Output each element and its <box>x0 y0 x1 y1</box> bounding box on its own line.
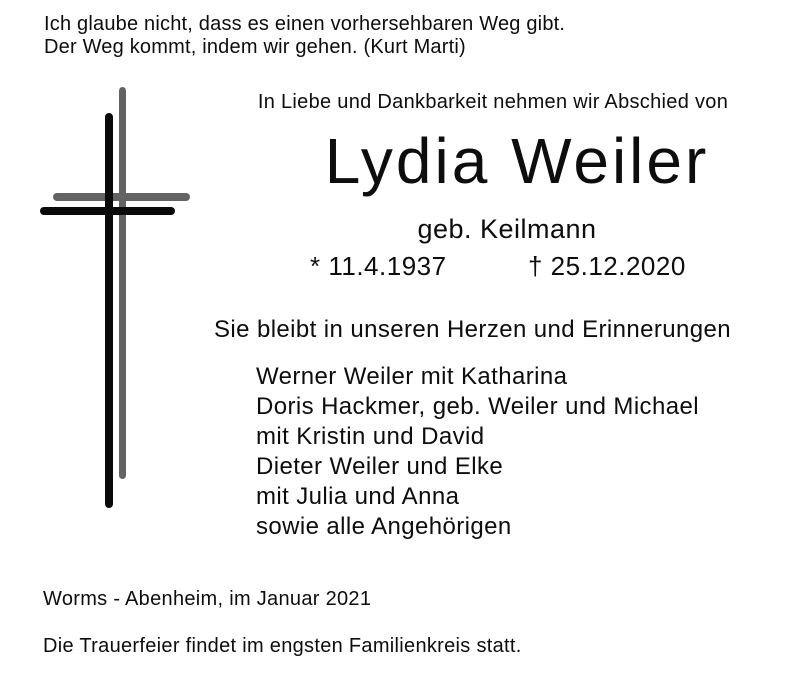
cross-front-horizontal-bar <box>40 207 175 215</box>
mourner-line: Werner Weiler mit Katharina <box>256 363 568 390</box>
death-date: † 25.12.2020 <box>528 251 686 281</box>
deceased-name: Lydia Weiler <box>324 125 710 197</box>
mourners-list <box>256 362 699 542</box>
place-date-line: Worms - Abenheim, im Januar 2021 <box>43 588 372 610</box>
quote-block <box>44 13 565 59</box>
remembrance-line: Sie bleibt in unseren Herzen und Erinnerungen <box>214 316 731 343</box>
farewell-intro-line: In Liebe und Dankbarkeit nehmen wir Abschied von <box>257 91 729 113</box>
cross-back-horizontal-bar <box>53 193 190 201</box>
quote-line-1: Ich glaube nicht, dass es einen vorhersehbaren Weg gibt. <box>44 13 566 35</box>
birth-date: * 11.4.1937 <box>310 251 447 281</box>
funeral-note: Die Trauerfeier findet im engsten Familienkreis statt. <box>43 635 522 657</box>
mourner-line: sowie alle Angehörigen <box>256 513 512 540</box>
mourner-line: mit Kristin und David <box>256 423 485 450</box>
quote-line-2: Der Weg kommt, indem wir gehen. (Kurt Marti) <box>44 36 466 58</box>
mourner-line: mit Julia und Anna <box>256 483 460 510</box>
maiden-name: geb. Keilmann <box>417 214 597 244</box>
cross-front-vertical-bar <box>105 113 113 508</box>
cross-back-vertical-bar <box>119 87 126 479</box>
mourner-line: Dieter Weiler und Elke <box>256 453 504 480</box>
mourner-line: Doris Hackmer, geb. Weiler und Michael <box>256 393 699 420</box>
